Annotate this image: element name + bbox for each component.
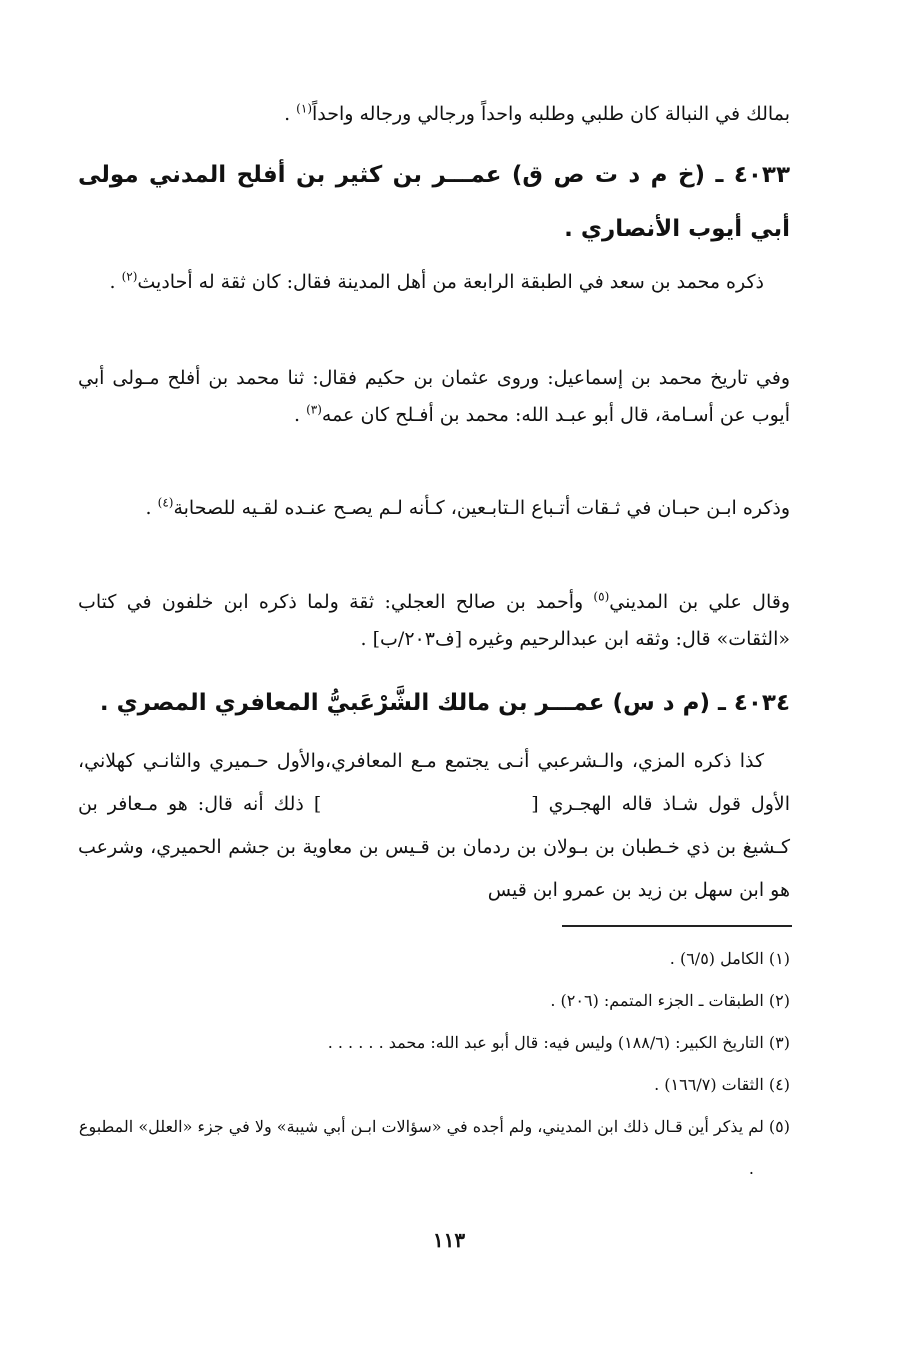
paragraph-end: . — [145, 497, 158, 519]
entry-4034-paragraph-1 — [78, 740, 790, 912]
footnote-3: (٣) التاريخ الكبير: (١٨٨/٦) وليس فيه: قال أبو عبد الله: محمد . . . . . . — [327, 1033, 790, 1052]
entry-name: عمـــر بن مالك الشَّرْعَبيُّ المعافري المصري . — [99, 690, 613, 716]
paragraph-text: وذكره ابـن حبـان في ثـقات أتـباع الـتابـعين، كـأنه لـم يصـح عنـده لقـيه للصحابة — [173, 497, 790, 519]
paragraph-text: وقال علي بن المديني — [609, 591, 790, 613]
entry-dash: ـ — [705, 162, 734, 188]
page-number: ١١٣ — [432, 1228, 466, 1252]
footnote-1: (١) الكامل (٦/٥) . — [669, 949, 790, 968]
entry-4033-paragraph-4 — [78, 584, 790, 658]
entry-tail-end: . — [284, 103, 297, 125]
paragraph-text: ذكره محمد بن سعد في الطبقة الرابعة من أهل المدينة فقال: كان ثقة له أحاديث — [137, 271, 764, 293]
paragraph-end: . — [293, 404, 307, 426]
paragraph-text: كذا ذكره المزي، والـشرعبي أنـى يجتمع مـع المعافري،والأول حـميري والثانـي كهلاني، الأول قول شـاذ قاله الهجـري [ — [78, 750, 790, 815]
footnote-5: (٥) لم يذكر أين قـال ذلك ابن المديني، ولم أجده في «سؤالات ابـن أبي شيبة» ولا في جزء «العلل» المطبوع . — [78, 1117, 790, 1178]
entry-tail-paragraph — [78, 96, 790, 133]
entry-4034-heading — [78, 676, 790, 730]
paragraph-end: . — [109, 271, 122, 293]
paragraph-text-continued: ] ذلك أنه قال: هو مـعافر بن كـشيغ بن ذي خـطبان بن بـولان بن ردمان بن قـيس بن معاوية بن جشم الحميري، وشرعب هو ابن سهل بن زيد بن عمرو ابن قيس — [78, 793, 790, 901]
entry-4033-paragraph-3 — [78, 490, 790, 527]
entry-number: ٤٠٣٣ — [733, 162, 790, 188]
footnote-ref-2: (٢) — [121, 269, 138, 284]
footnote-ref-1: (١) — [296, 101, 312, 116]
entry-tail-text: بمالك في النبالة كان طلبي وطلبه واحداً ورجالي ورجاله واحداً — [312, 103, 790, 125]
footnote-ref-3: (٣) — [306, 402, 322, 417]
entry-4033-paragraph-2 — [78, 360, 790, 434]
entry-4033-heading — [78, 148, 790, 256]
entry-codes: (خ م د ت ص ق) — [511, 162, 706, 188]
paragraph-text-continued: وأحمد بن صالح العجلي: ثقة ولما ذكره ابن خلفون في كتاب «الثقات» قال: وثقه ابن عبدالرحيم وغيره [ف٢٠٣/ب] . — [78, 591, 790, 650]
footnotes-list — [78, 938, 790, 1190]
paragraph-text: وفي تاريخ محمد بن إسماعيل: وروى عثمان بن حكيم فقال: ثنا محمد بن أفلح مـولى أبي أيوب عن أسـامة، قال أبو عبـد الله: محمد بن أفـلح كان عمه — [78, 367, 790, 426]
entry-number: ٤٠٣٤ — [733, 690, 790, 716]
footnote-ref-5: (٥) — [593, 589, 610, 604]
footnote-2: (٢) الطبقات ـ الجزء المتمم: (٢٠٦) . — [550, 991, 790, 1010]
footnote-separator — [562, 925, 792, 927]
footnote-ref-4: (٤) — [157, 495, 174, 510]
entry-dash: ـ — [709, 690, 734, 716]
footnote-4: (٤) الثقات (١٦٦/٧) . — [654, 1075, 790, 1094]
entry-name: عمـــر بن كثير بن أفلح المدني مولى أبي أيوب الأنصاري . — [78, 162, 790, 242]
entry-codes: (م د س) — [612, 690, 710, 716]
entry-4033-paragraph-1 — [78, 264, 790, 301]
